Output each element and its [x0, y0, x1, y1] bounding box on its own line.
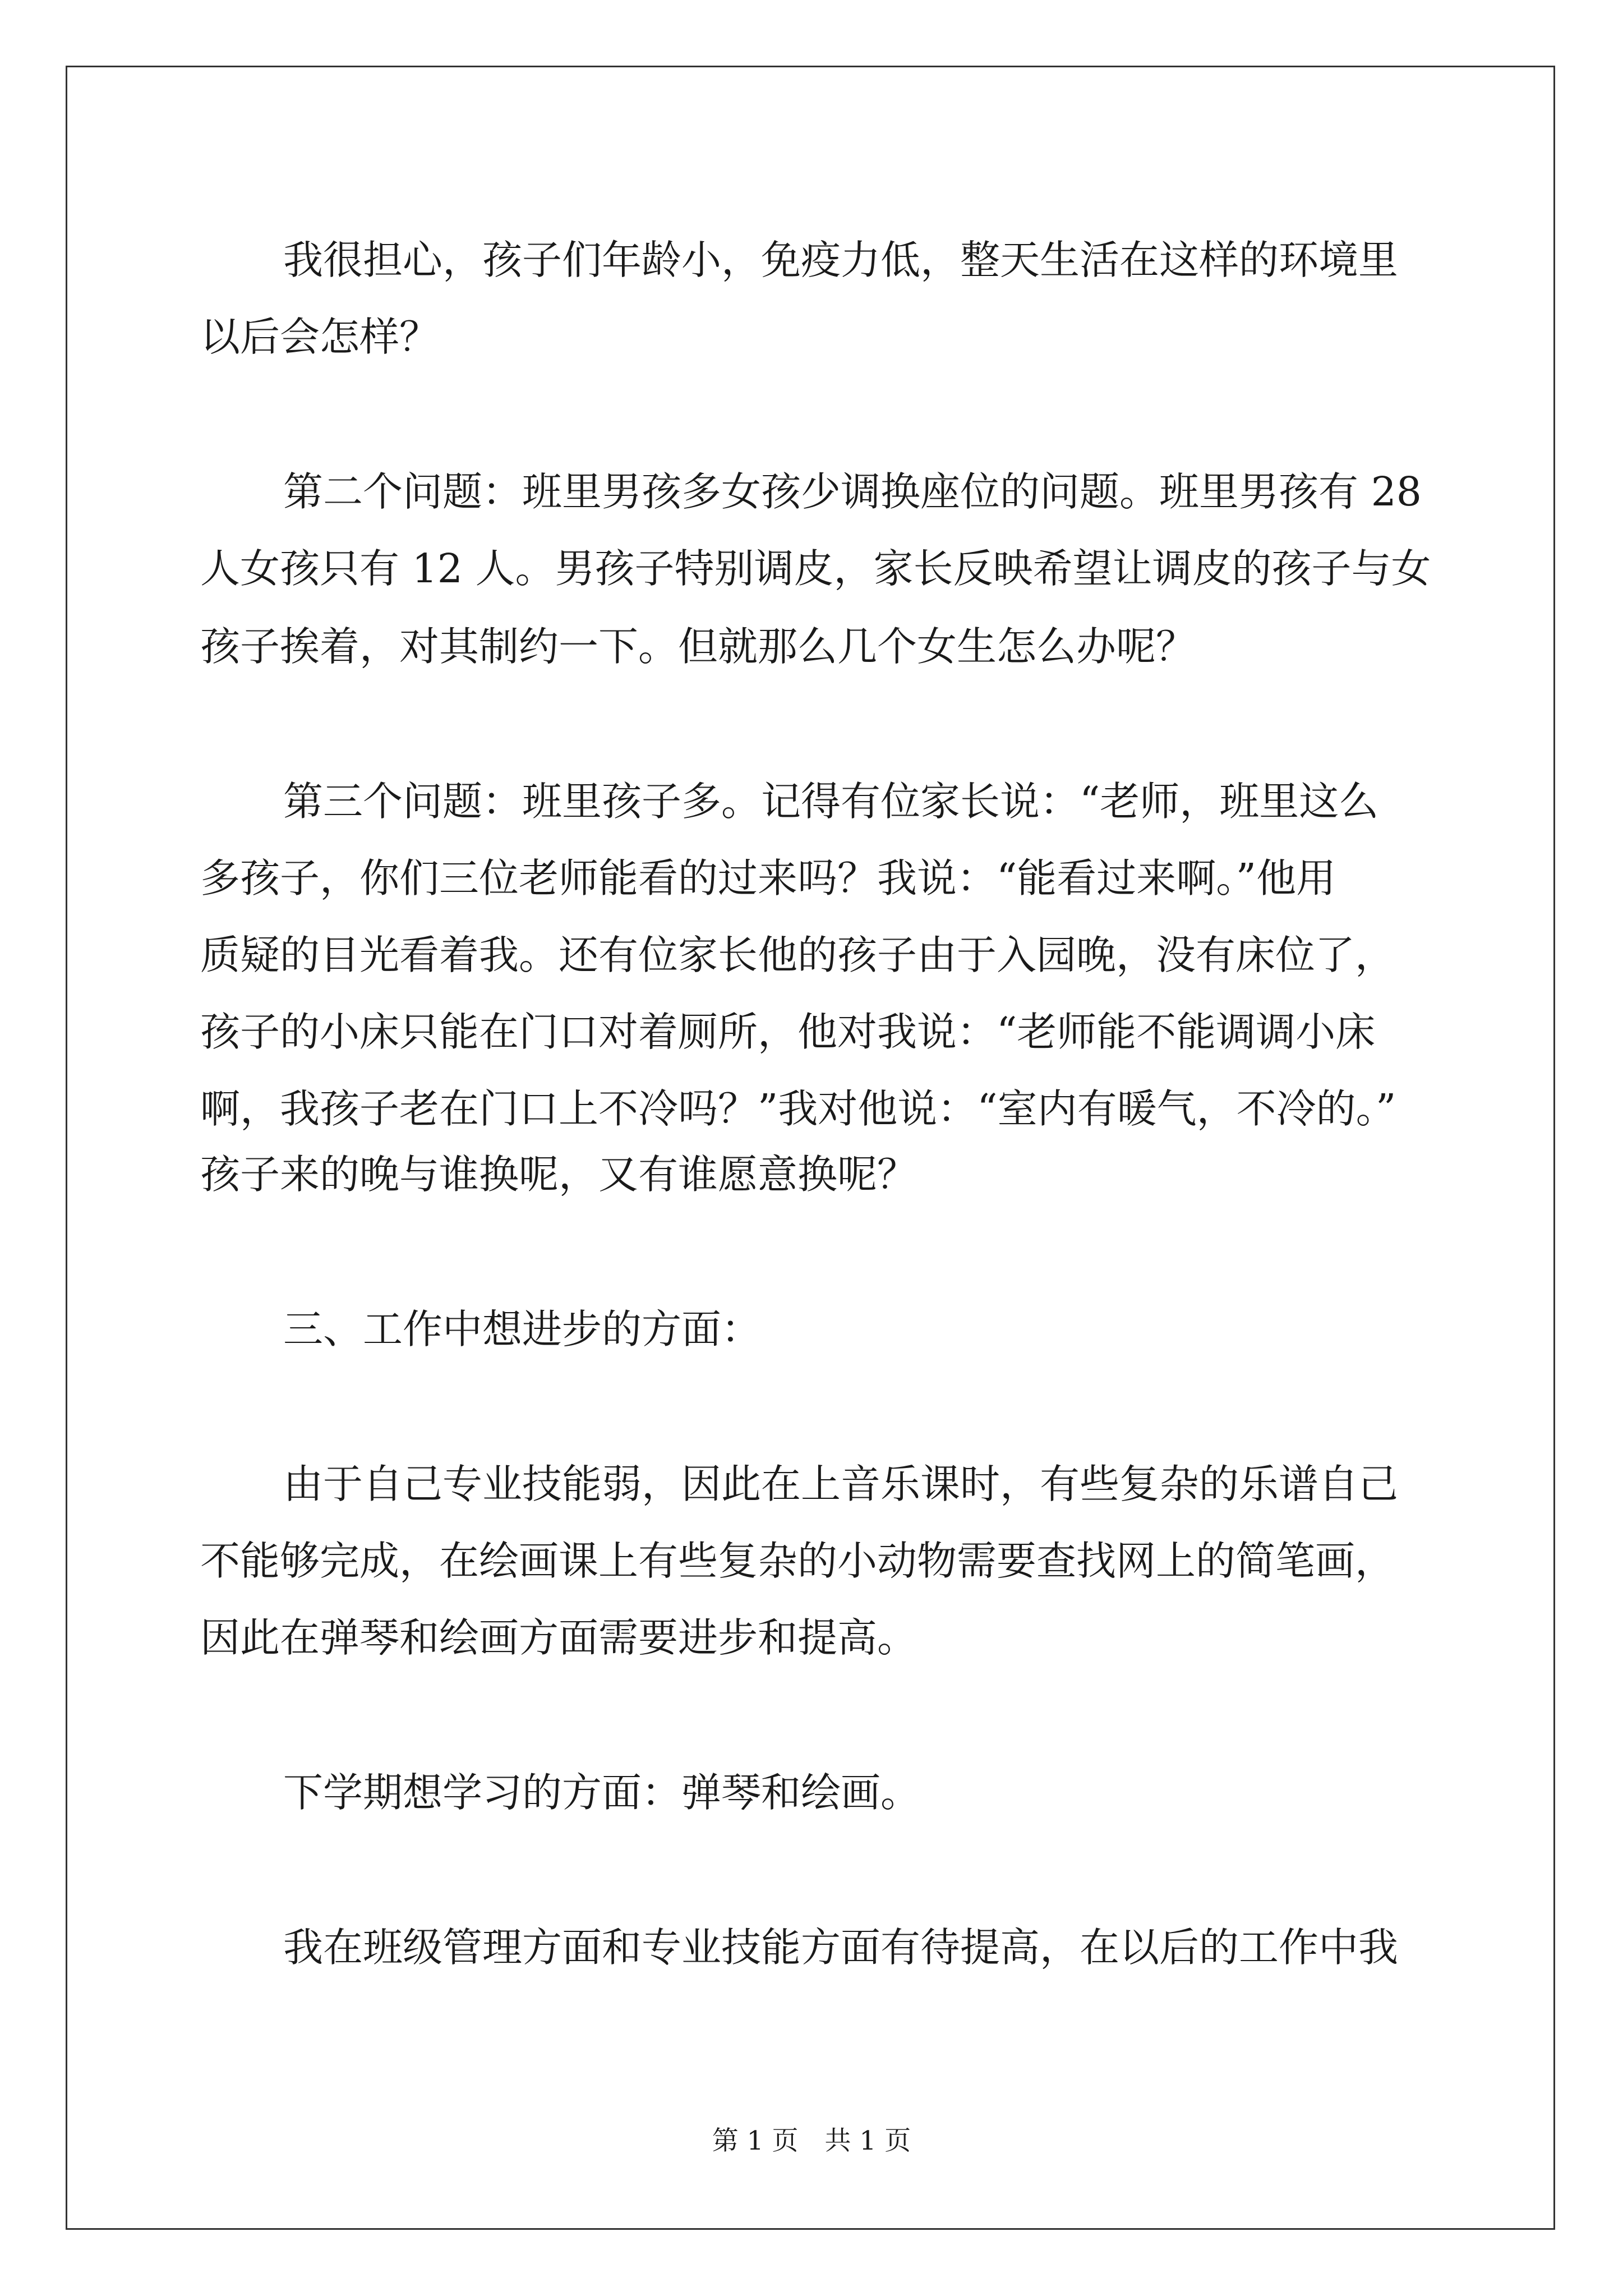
- paragraph-line: 第二个问题：班里男孩多女孩少调换座位的问题。班里男孩有 28: [283, 468, 1422, 515]
- paragraph-line: 人女孩只有 12 人。男孩子特别调皮，家长反映希望让调皮的孩子与女: [200, 545, 1431, 592]
- page-footer: 第 1 页 共 1 页: [712, 2125, 911, 2156]
- paragraph-line: 孩子挨着，对其制约一下。但就那么几个女生怎么办呢？: [200, 623, 1196, 670]
- paragraph-line: 以后会怎样？: [200, 314, 440, 360]
- paragraph-line: 第三个问题：班里孩子多。记得有位家长说：“老师，班里这么: [283, 778, 1379, 825]
- document-body: [200, 222, 1490, 1986]
- section-heading: 三、工作中想进步的方面：: [283, 1306, 762, 1352]
- paragraph-line: 因此在弹琴和绘画方面需要进步和提高。: [200, 1614, 917, 1661]
- paragraph-line: 孩子的小床只能在门口对着厕所，他对我说：“老师能不能调调小床: [200, 1009, 1376, 1055]
- paragraph-line: 质疑的目光看着我。还有位家长他的孩子由于入园晚，没有床位了，: [200, 932, 1395, 978]
- paragraph-line: 由于自己专业技能弱，因此在上音乐课时，有些复杂的乐谱自己: [283, 1461, 1399, 1507]
- paragraph-line: 我在班级管理方面和专业技能方面有待提高，在以后的工作中我: [283, 1924, 1399, 1971]
- paragraph-line: 多孩子，你们三位老师能看的过来吗？我说：“能看过来啊。”他用: [200, 855, 1336, 901]
- paragraph-line: 孩子来的晚与谁换呢，又有谁愿意换呢？: [200, 1151, 917, 1198]
- paragraph-line: 不能够完成，在绘画课上有些复杂的小动物需要查找网上的简笔画，: [200, 1538, 1395, 1584]
- paragraph-line: 啊，我孩子老在门口上不冷吗？”我对他说：“室内有暖气，不冷的。”: [200, 1085, 1396, 1132]
- paragraph-line: 我很担心，孩子们年龄小，免疫力低，整天生活在这样的环境里: [283, 237, 1399, 283]
- paragraph-line: 下学期想学习的方面：弹琴和绘画。: [283, 1769, 921, 1816]
